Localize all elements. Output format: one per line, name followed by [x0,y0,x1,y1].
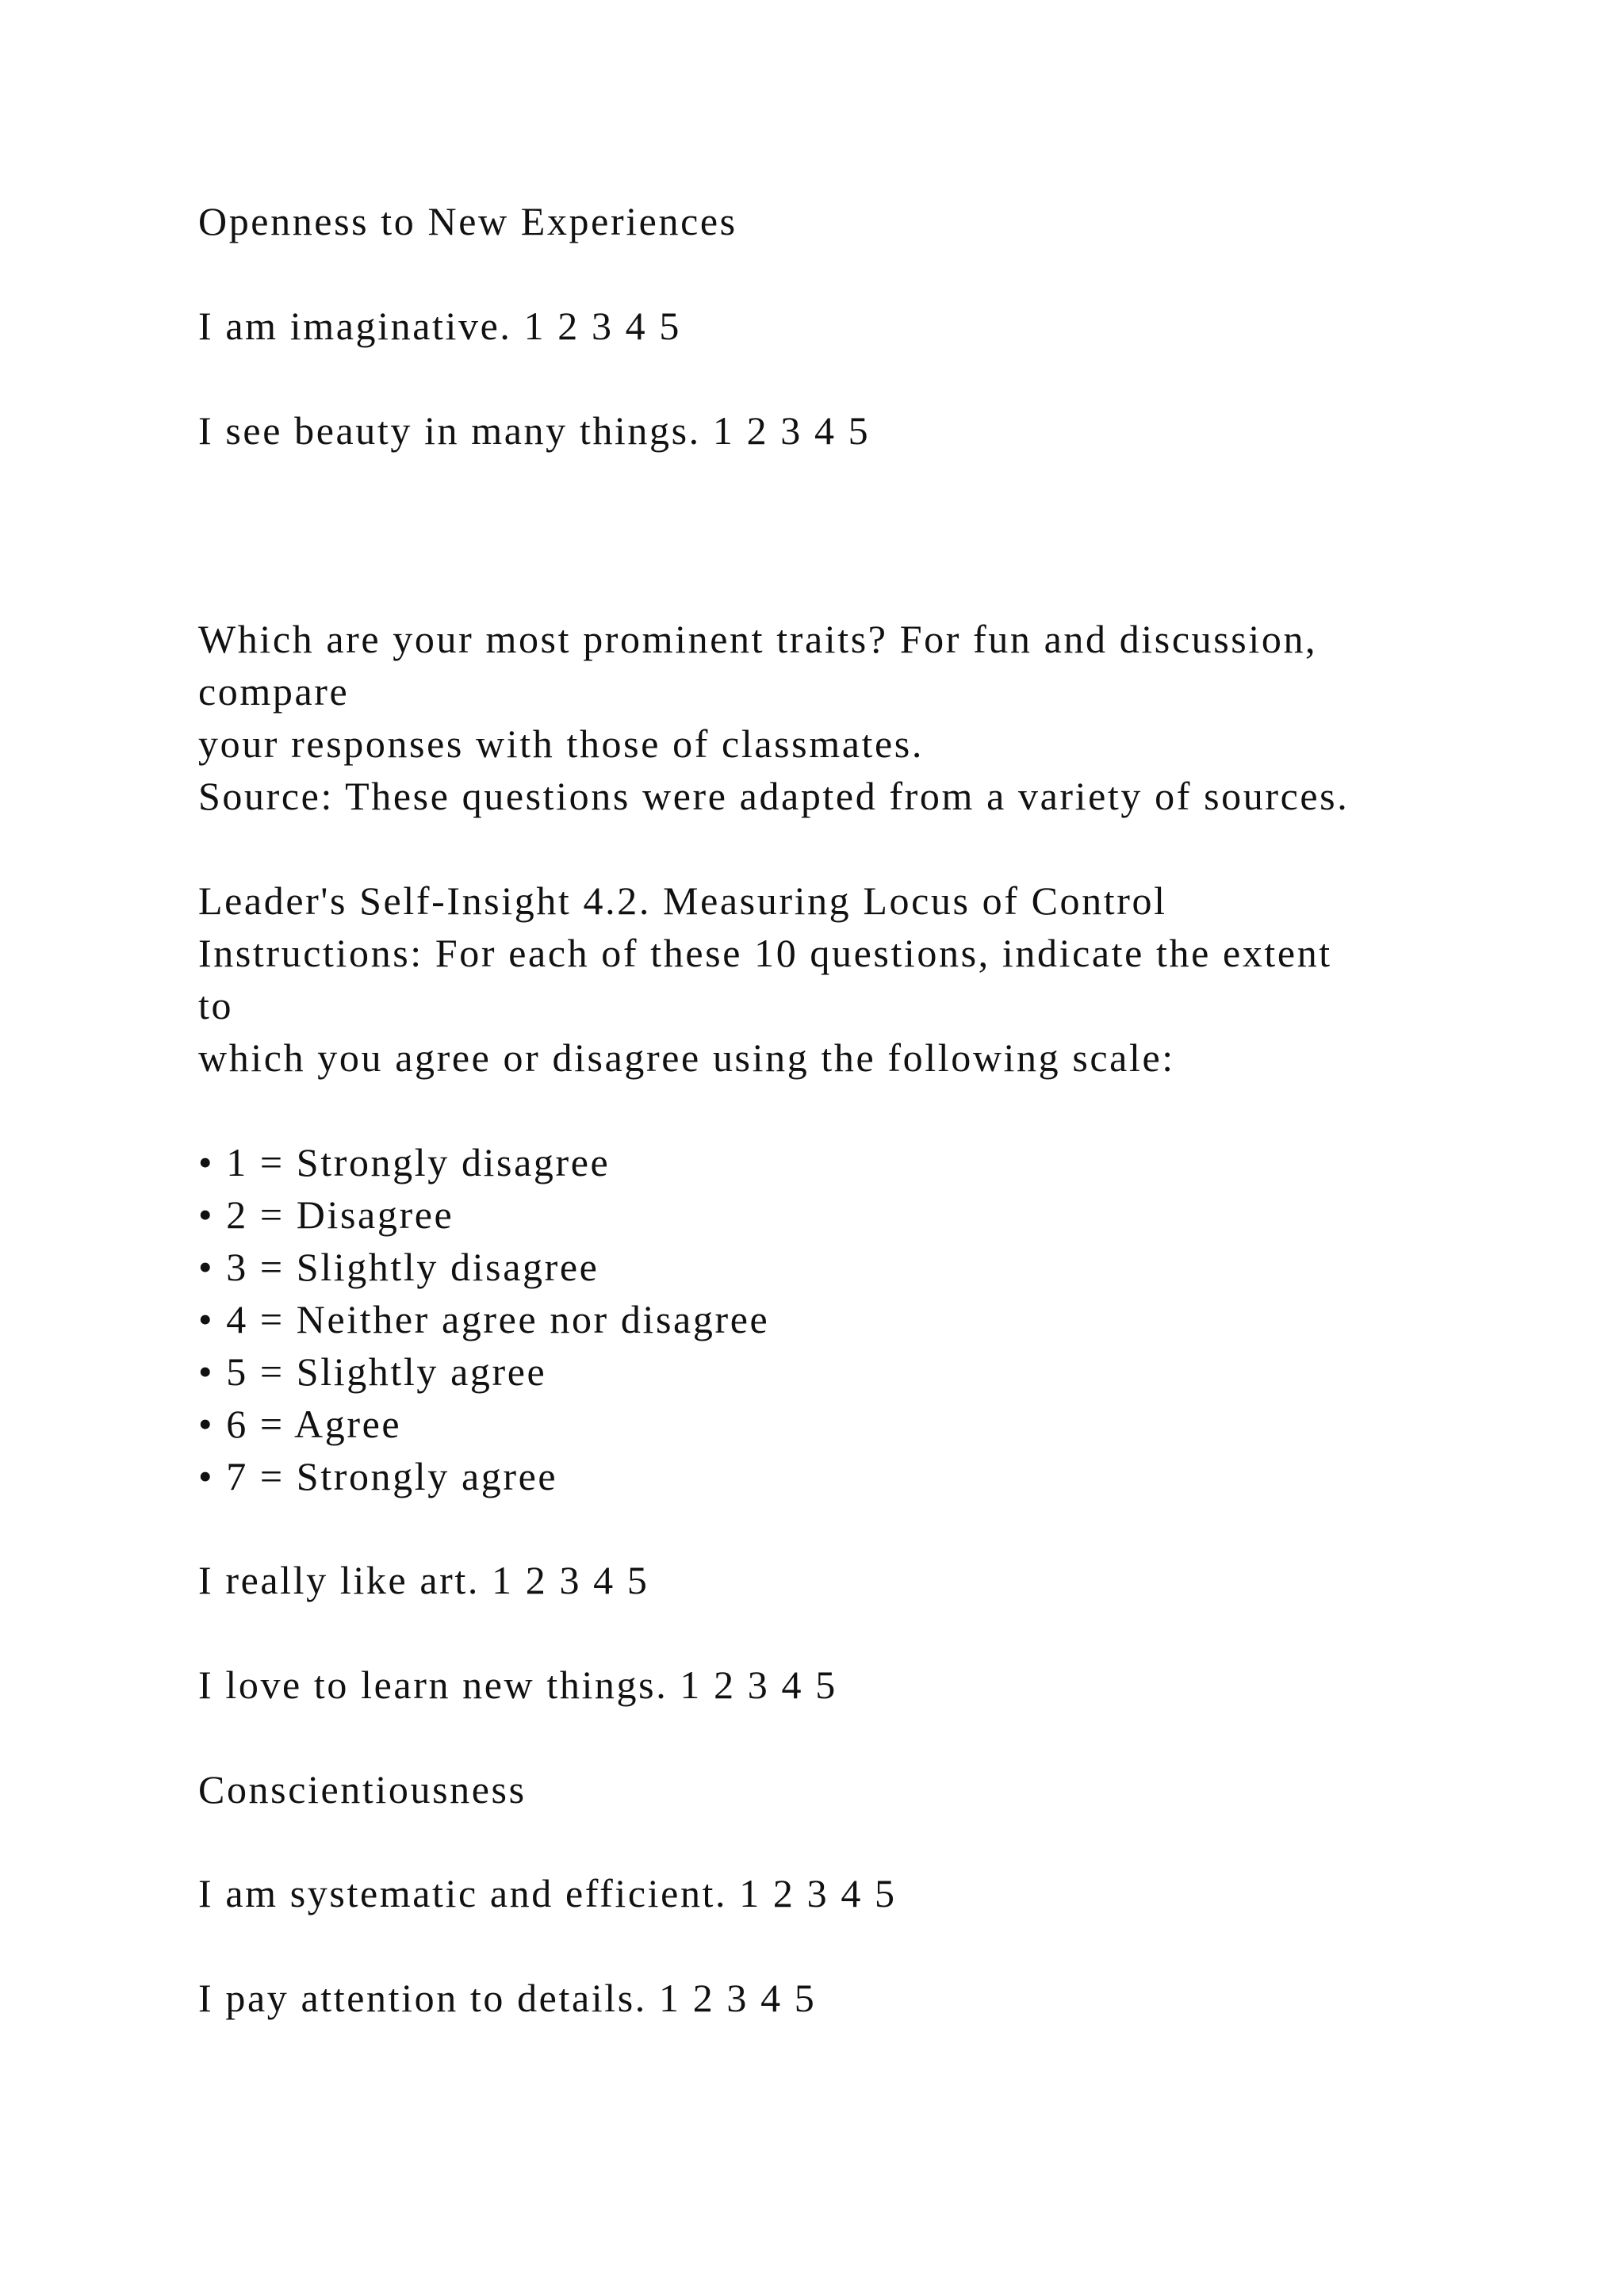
conscientiousness-heading: Conscientiousness [198,1767,527,1812]
locus-title: Leader's Self-Insight 4.2. Measuring Locus of Control [198,878,1167,923]
openness-heading: Openness to New Experiences [198,199,737,243]
instructions-line-2: to [198,983,234,1027]
instructions-line-1: Instructions: For each of these 10 questions, indicate the extent [198,931,1332,975]
traits-question-line-2: compare [198,669,350,714]
scale-item-4: • 4 = Neither agree nor disagree [198,1297,770,1341]
source-line: Source: These questions were adapted from a variety of sources. [198,774,1350,818]
conscientiousness-item-details: I pay attention to details. 1 2 3 4 5 [198,1976,817,2020]
scale-item-3: • 3 = Slightly disagree [198,1245,599,1289]
openness-item-imaginative: I am imaginative. 1 2 3 4 5 [198,304,681,348]
scale-item-7: • 7 = Strongly agree [198,1454,558,1498]
openness-item-art: I really like art. 1 2 3 4 5 [198,1558,649,1602]
traits-question-line-1: Which are your most prominent traits? For fun and discussion, [198,617,1318,661]
scale-item-5: • 5 = Slightly agree [198,1349,547,1394]
scale-item-2: • 2 = Disagree [198,1192,454,1237]
conscientiousness-item-systematic: I am systematic and efficient. 1 2 3 4 5 [198,1871,897,1915]
openness-item-beauty: I see beauty in many things. 1 2 3 4 5 [198,408,871,453]
openness-item-learn: I love to learn new things. 1 2 3 4 5 [198,1663,837,1707]
scale-item-1: • 1 = Strongly disagree [198,1140,611,1184]
traits-question-line-3: your responses with those of classmates. [198,721,924,766]
scale-item-6: • 6 = Agree [198,1402,402,1446]
instructions-line-3: which you agree or disagree using the following scale: [198,1035,1175,1080]
